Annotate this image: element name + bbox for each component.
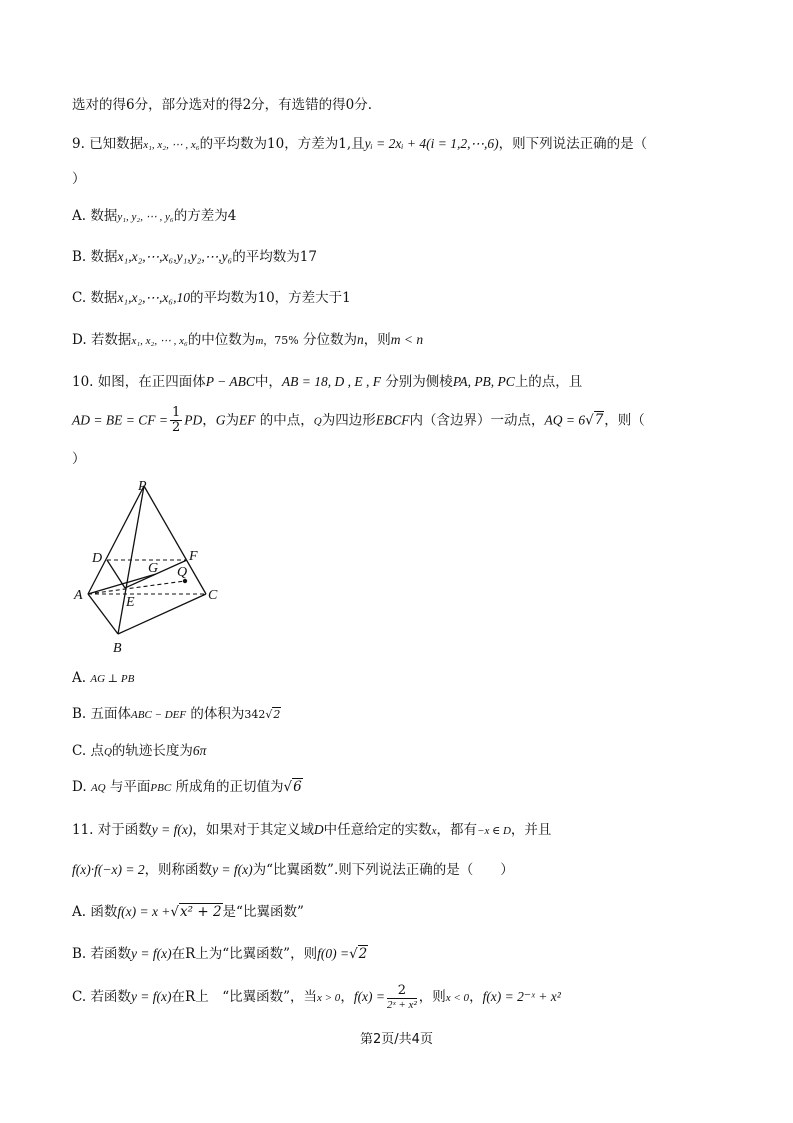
label-d: D [92, 551, 103, 566]
half-fraction: $\frac{1}{2}$ [171, 405, 181, 436]
q9-stem-close: ） [72, 171, 86, 187]
edge-pa [88, 486, 144, 594]
q9-option-a: A. 数据y₁, y₂, ⋯ , y₆的方差为4 [72, 208, 237, 224]
q10-option-a: A. AG ⊥ PB [72, 670, 135, 686]
label-g: G [148, 561, 159, 576]
q11-c-fraction: $\frac{2}{\text{2ˣ + x²}}$ [387, 983, 417, 1012]
q11-stem: 11. 对于函数y = f(x)，如果对于其定义域D中任意给定的实数x，都有−x ∈ D，并且 [72, 822, 552, 838]
q9-stem: 9. 已知数据x₁, x₂, ⋯ , x₆的平均数为10，方差为1,且yᵢ = 2xᵢ + 4(i = 1,2,⋯,6)，则下列说法正确的是（ [72, 136, 648, 152]
q11-option-a: A. 函数f(x) = x +√x² + 2是“比翼函数” [72, 904, 304, 920]
q9-number: 9. [72, 136, 85, 152]
page-footer: 第2页/共4页 [360, 1032, 433, 1047]
q9-option-b: B. 数据x₁,x₂,⋯,x₆,y₁,y₂,⋯,y₆的平均数为17 [72, 249, 317, 265]
q11-option-c: C. 若函数y = f(x)在R上 “比翼函数”，当x > 0，f(x) = $\frac{2}{\text{2ˣ + x²}}$ ，则x < 0，f(x) = 2⁻ˣ + x² [72, 983, 561, 1012]
label-a: A [74, 588, 83, 603]
label-p: P [138, 479, 147, 494]
q11-number: 11. [72, 822, 94, 838]
q10-option-c: C. 点Q的轨迹长度为6π [72, 743, 207, 759]
scoring-note: 选对的得6分，部分选对的得2分，有选错的得0分. [72, 97, 373, 113]
label-c: C [208, 588, 218, 603]
q11-stem-2: f(x)·f(−x) = 2，则称函数y = f(x)为“比翼函数”.则下列说法正确的是（ ） [72, 862, 514, 878]
q10-stem: 10. 如图，在正四面体P − ABC中，AB = 18, D , E , F 分别为侧棱PA, PB, PC上的点，且 [72, 374, 583, 390]
label-q: Q [177, 565, 188, 580]
edge-pc [144, 486, 206, 594]
tetrahedron-figure [70, 476, 230, 656]
q9-option-d: D. 若数据x₁, x₂, ⋯ , x₆的中位数为m，75% 分位数为n，则m < n [72, 332, 424, 348]
label-e: E [126, 595, 135, 610]
q11-option-b: B. 若函数y = f(x)在R上为“比翼函数”，则f(0) =√2 [72, 946, 368, 962]
edge-ab [88, 594, 118, 634]
q9-option-c: C. 数据x₁,x₂,⋯,x₆,10的平均数为10，方差大于1 [72, 290, 351, 306]
q10-option-d: D. AQ 与平面PBC 所成角的正切值为√6 [72, 779, 302, 795]
q10-option-b: B. 五面体ABC − DEF 的体积为342√2 [72, 706, 281, 722]
q10-stem-2: AD = BE = CF = $\frac{1}{2}$ PD，G为EF 的中点，Q为四边形EBCF内（含边界）一动点，AQ = 6√7，则（ [72, 405, 645, 436]
q10-number: 10. [72, 374, 94, 390]
label-f: F [189, 549, 198, 564]
q9-formula: yᵢ = 2xᵢ + 4(i = 1,2,⋯,6) [364, 136, 499, 151]
segment-ag [88, 574, 156, 594]
q10-stem-close: ） [72, 451, 86, 467]
label-b: B [113, 641, 122, 656]
